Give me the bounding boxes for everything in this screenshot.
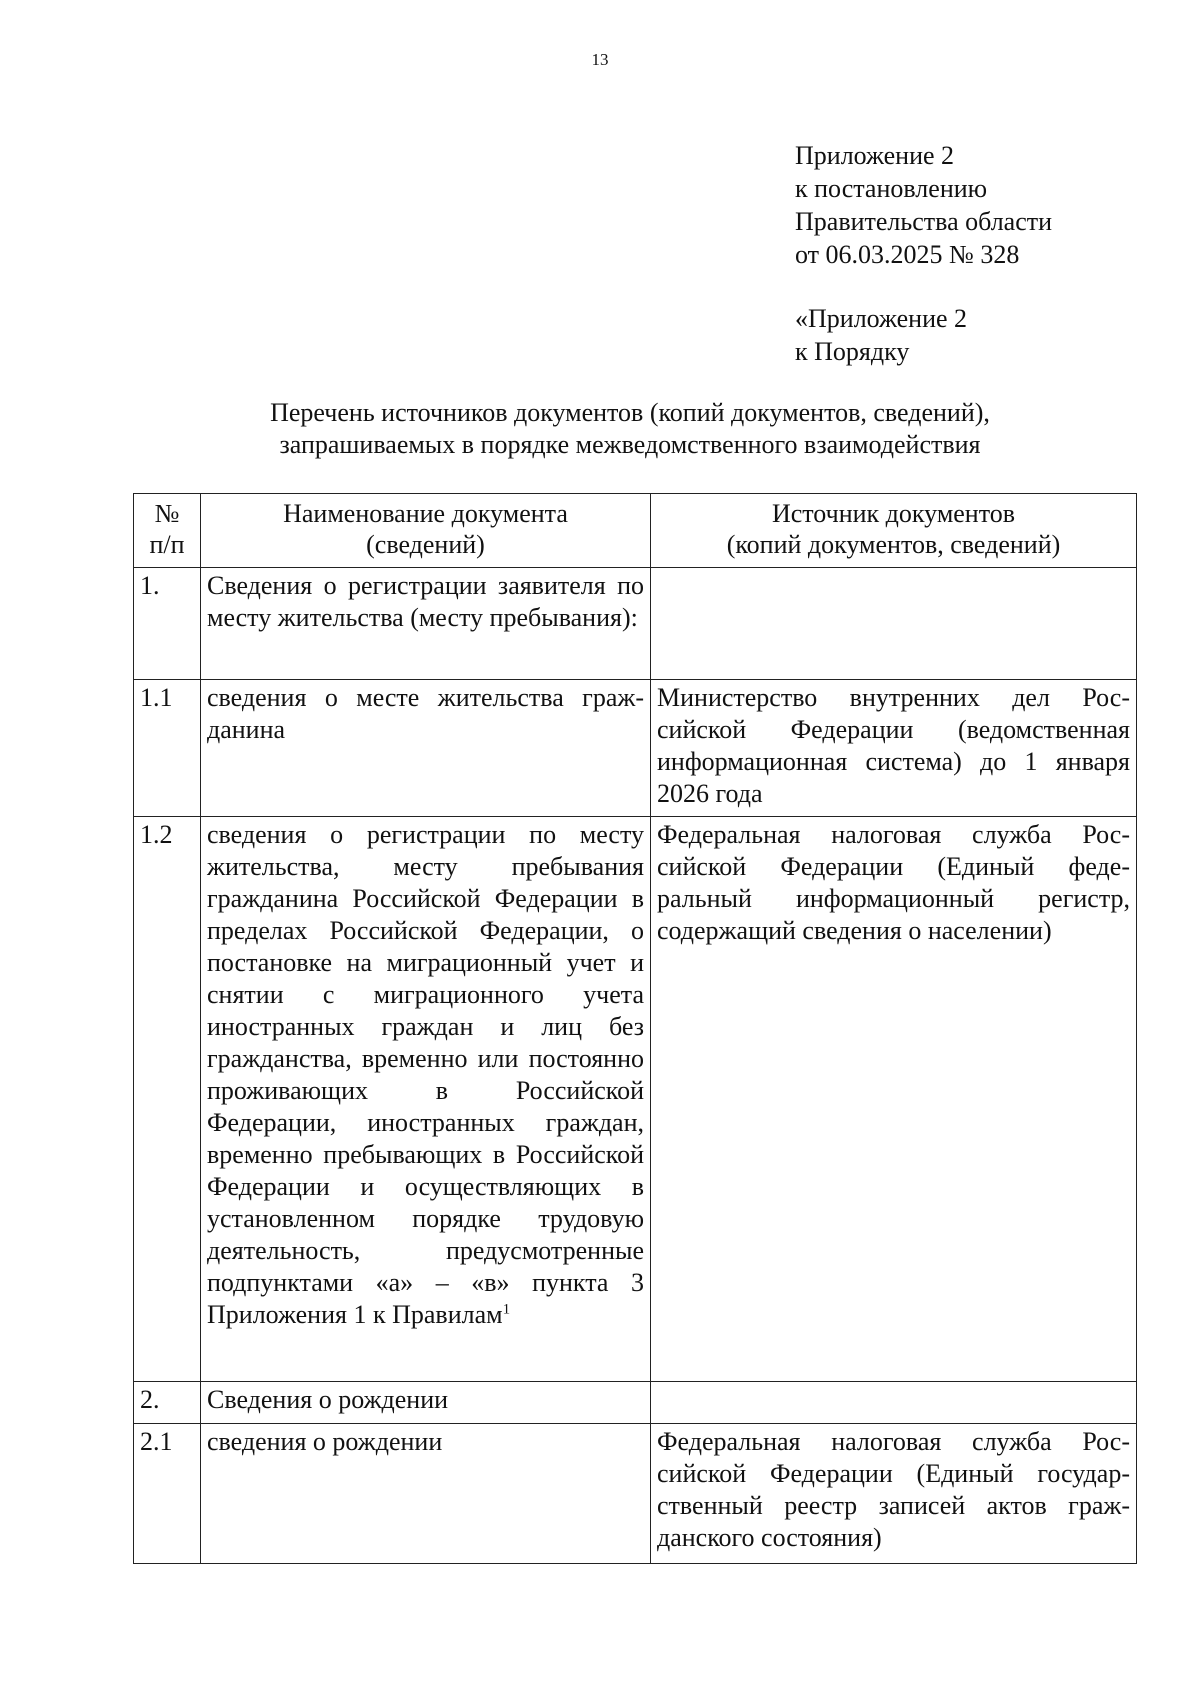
header-number xyxy=(134,494,201,568)
header-document-name-line: (сведений) xyxy=(366,530,485,559)
row-document-name: Сведения о регистрации заявителя по месту жительства (месту пребывания): xyxy=(201,568,651,680)
order-reference-block xyxy=(795,302,967,368)
table-row xyxy=(134,817,1137,1382)
header-document-source-line: Источник документов xyxy=(771,499,1016,528)
table-row xyxy=(134,680,1137,817)
header-document-name-line: Наименование документа xyxy=(283,499,568,528)
document-title-line: Перечень источников документов (копий документов, сведений), xyxy=(270,398,990,427)
row-document-name: Сведения о рождении xyxy=(201,1382,651,1424)
row-number: 1. xyxy=(134,568,201,680)
row-document-name xyxy=(201,817,651,1382)
row-number: 2.1 xyxy=(134,1424,201,1564)
header-document-name xyxy=(201,494,651,568)
approval-line: к постановлению xyxy=(795,174,988,203)
header-number-line: № xyxy=(154,499,180,528)
approval-line: Правительства области xyxy=(795,207,1053,236)
header-number-line: п/п xyxy=(149,530,185,559)
order-reference-line: «Приложение 2 xyxy=(795,304,968,333)
row-document-source: Федеральная налоговая служба Российской Федерации (Единый федеральный информационный регистр, содержащий сведения о населении) xyxy=(651,817,1137,1382)
row-number: 1.2 xyxy=(134,817,201,1382)
row-number: 2. xyxy=(134,1382,201,1424)
row-document-source: Министерство внутренних дел Российской Федерации (ведомственная информационная система) до 1 января 2026 года xyxy=(651,680,1137,817)
approval-line: Приложение 2 xyxy=(795,141,955,170)
footnote-mark: 1 xyxy=(502,1301,511,1318)
row-document-source xyxy=(651,1382,1137,1424)
header-document-source-line: (копий документов, сведений) xyxy=(726,530,1061,559)
table-header-row xyxy=(134,494,1137,568)
row-number: 1.1 xyxy=(134,680,201,817)
row-document-name: сведения о месте жительства гражданина xyxy=(201,680,651,817)
table-row xyxy=(134,568,1137,680)
row-document-source: Федеральная налоговая служба Российской Федерации (Единый государственный реестр записей актов гражданского состояния) xyxy=(651,1424,1137,1564)
page-number: 13 xyxy=(591,50,609,69)
approval-block xyxy=(795,139,1052,271)
table-row xyxy=(134,1424,1137,1564)
document-title-line: запрашиваемых в порядке межведомственного взаимодействия xyxy=(279,430,981,459)
table-row xyxy=(134,1382,1137,1424)
order-reference-line: к Порядку xyxy=(795,337,910,366)
row-document-name: сведения о рождении xyxy=(201,1424,651,1564)
header-document-source xyxy=(651,494,1137,568)
row-document-source xyxy=(651,568,1137,680)
row-document-name-text: сведения о регистрации по месту жительства, месту пребывания гражданина Российской Федерации в пределах Российской Федерации, о постановке на миграционный учет и снятии с миграционного учета иностранных граждан и лиц без гражданства, временно или постоянно проживающих в Российской Федерации, иностранных граждан, временно пребывающих в Российской Федерации и осуществляющих в установленном порядке трудовую деятельность, предусмотренные подпунктами «а» – «в» пункта 3 Приложения 1 к Правилам xyxy=(207,820,644,1329)
sources-table xyxy=(133,493,1137,1564)
document-title xyxy=(130,397,1130,461)
approval-line: от 06.03.2025 № 328 xyxy=(795,240,1020,269)
